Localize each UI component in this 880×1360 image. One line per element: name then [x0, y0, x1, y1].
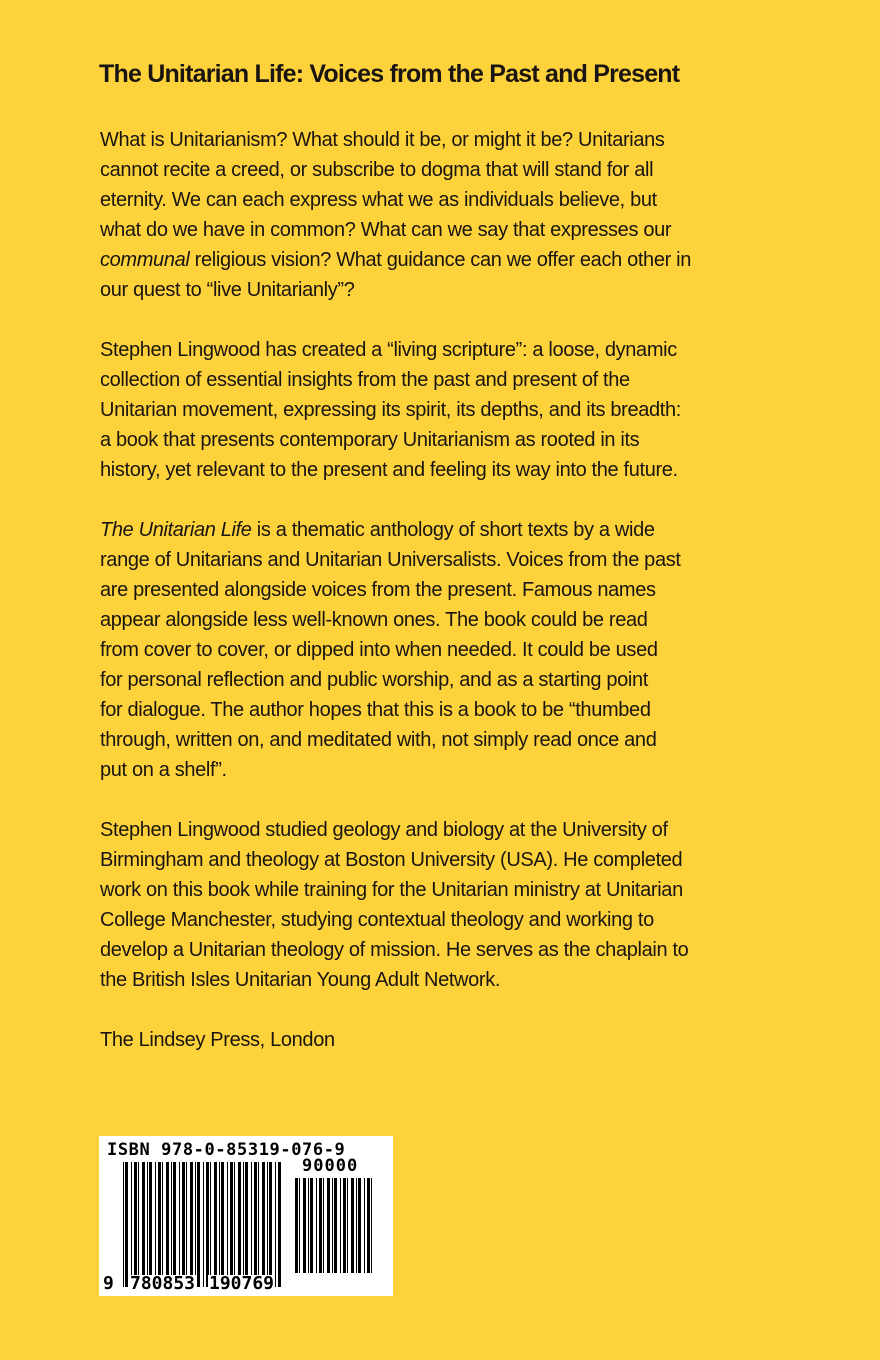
text-segment: appear alongside less well-known ones. The book could be read — [100, 609, 648, 631]
text-segment: Birmingham and theology at Boston University (USA). He completed — [100, 849, 683, 871]
text-segment: collection of essential insights from the past and present of the — [100, 369, 630, 391]
text-line — [100, 665, 691, 695]
text-line — [100, 395, 691, 425]
barcode-digit-first: 9 — [103, 1273, 114, 1294]
text-line — [100, 875, 691, 905]
barcode-addon-bars — [295, 1178, 375, 1273]
text-segment: our quest to “live Unitarianly”? — [100, 279, 355, 301]
text-segment: What is Unitarianism? What should it be, or might it be? Unitarians — [100, 129, 665, 151]
text-line — [100, 695, 691, 725]
text-segment: the British Isles Unitarian Young Adult Network. — [100, 969, 501, 991]
text-line — [100, 425, 691, 455]
paragraph — [100, 1025, 691, 1055]
text-line — [100, 755, 691, 785]
barcode-bar — [182, 1162, 185, 1287]
barcode-bar — [186, 1162, 187, 1287]
text-line — [100, 965, 691, 995]
barcode-bar — [308, 1178, 309, 1273]
text-segment: for dialogue. The author hopes that this is a book to be “thumbed — [100, 699, 651, 721]
text-segment: from cover to cover, or dipped into when needed. It could be used — [100, 639, 658, 661]
text-segment: is a thematic anthology of short texts by a wide — [251, 519, 655, 541]
barcode-bar — [125, 1162, 128, 1287]
barcode-bar — [190, 1162, 193, 1287]
barcode-bar — [269, 1162, 272, 1287]
barcode-bar — [158, 1162, 161, 1287]
barcode-bar — [131, 1162, 132, 1287]
barcode-bar — [221, 1162, 224, 1287]
barcode-bar — [303, 1178, 306, 1273]
text-line — [100, 845, 691, 875]
barcode-bar — [245, 1162, 248, 1287]
text-line — [100, 545, 691, 575]
barcode-bar — [316, 1178, 317, 1273]
text-segment: religious vision? What guidance can we offer each other in — [189, 249, 691, 271]
barcode-bar — [299, 1178, 300, 1273]
text-line — [100, 935, 691, 965]
italic-text: communal — [100, 249, 190, 271]
text-segment: range of Unitarians and Unitarian Universalists. Voices from the past — [100, 549, 681, 571]
barcode-bar — [319, 1178, 322, 1273]
text-line — [100, 275, 691, 305]
barcode-bar — [323, 1178, 324, 1273]
text-segment: work on this book while training for the Unitarian ministry at Unitarian — [100, 879, 683, 901]
text-segment: The Lindsey Press, London — [100, 1029, 335, 1051]
text-line — [100, 725, 691, 755]
barcode-bar — [243, 1162, 244, 1287]
book-title: The Unitarian Life: Voices from the Past and Present — [99, 60, 680, 88]
barcode-bar — [251, 1162, 252, 1287]
barcode-main-bars — [123, 1162, 282, 1287]
barcode-bar — [343, 1178, 346, 1273]
barcode-bar — [230, 1162, 233, 1287]
barcode-bar — [275, 1162, 276, 1287]
text-line — [100, 215, 691, 245]
barcode-bar — [327, 1178, 330, 1273]
barcode-bar — [138, 1162, 139, 1287]
barcode-bar — [155, 1162, 156, 1287]
text-line — [100, 905, 691, 935]
text-segment: develop a Unitarian theology of mission. He serves as the chaplain to — [100, 939, 689, 961]
paragraph — [100, 335, 691, 485]
barcode-bar — [364, 1178, 365, 1273]
text-segment: a book that presents contemporary Unitarianism as rooted in its — [100, 429, 640, 451]
text-line — [100, 515, 691, 545]
barcode-bar — [171, 1162, 172, 1287]
barcode-bar — [347, 1178, 348, 1273]
barcode-bar — [214, 1162, 217, 1287]
text-line — [100, 605, 691, 635]
text-segment: Stephen Lingwood studied geology and biology at the University of — [100, 819, 668, 841]
barcode-bar — [147, 1162, 148, 1287]
barcode-bar — [356, 1178, 357, 1273]
text-segment: put on a shelf”. — [100, 759, 227, 781]
barcode-bar — [340, 1178, 341, 1273]
barcode-bar — [142, 1162, 145, 1287]
text-line — [100, 455, 691, 485]
barcode-bar — [134, 1162, 137, 1287]
text-line — [100, 335, 691, 365]
barcode-bar — [173, 1162, 176, 1287]
barcode-bar — [258, 1162, 259, 1287]
text-segment: history, yet relevant to the present and feeling its way into the future. — [100, 459, 678, 481]
italic-text: The Unitarian Life — [100, 519, 252, 541]
barcode-bar — [351, 1178, 354, 1273]
barcode-bar — [367, 1178, 370, 1273]
barcode-bar — [254, 1162, 257, 1287]
isbn-addon-code: 90000 — [302, 1156, 359, 1176]
text-line — [100, 635, 691, 665]
barcode-bar — [123, 1162, 124, 1287]
text-segment: what do we have in common? What can we say that expresses our — [100, 219, 672, 241]
text-line — [100, 245, 691, 275]
barcode-bar — [195, 1162, 196, 1287]
text-segment: Unitarian movement, expressing its spirit, its depths, and its breadth: — [100, 399, 681, 421]
text-segment: College Manchester, studying contextual theology and working to — [100, 909, 654, 931]
text-segment: cannot recite a creed, or subscribe to dogma that will stand for all — [100, 159, 654, 181]
barcode-bar — [310, 1178, 313, 1273]
barcode-bar — [234, 1162, 235, 1287]
text-segment: eternity. We can each express what we as individuals believe, but — [100, 189, 657, 211]
barcode-bar — [179, 1162, 180, 1287]
text-line — [100, 1025, 691, 1055]
barcode-bar — [162, 1162, 163, 1287]
text-line — [100, 185, 691, 215]
text-line — [100, 155, 691, 185]
text-segment: Stephen Lingwood has created a “living scripture”: a loose, dynamic — [100, 339, 677, 361]
paragraph — [100, 125, 691, 305]
barcode-bar — [267, 1162, 268, 1287]
barcode-bar — [358, 1178, 361, 1273]
isbn-barcode — [99, 1136, 393, 1296]
text-segment: are presented alongside voices from the present. Famous names — [100, 579, 656, 601]
barcode-bar — [149, 1162, 152, 1287]
barcode-bar — [219, 1162, 220, 1287]
isbn-label: ISBN 978-0-85319-076-9 — [107, 1140, 346, 1160]
barcode-bar — [166, 1162, 169, 1287]
barcode-bar — [334, 1178, 337, 1273]
barcode-digits-left: 780853 — [130, 1273, 196, 1294]
barcode-bar — [295, 1178, 298, 1273]
barcode-bar — [332, 1178, 333, 1273]
barcode-bar — [197, 1162, 200, 1287]
text-line — [100, 815, 691, 845]
text-segment: for personal reflection and public worship, and as a starting point — [100, 669, 648, 691]
barcode-bar — [203, 1162, 204, 1287]
barcode-bar — [227, 1162, 228, 1287]
paragraph — [100, 515, 691, 785]
text-line — [100, 125, 691, 155]
barcode-bar — [262, 1162, 265, 1287]
barcode-bar — [238, 1162, 241, 1287]
barcode-bar — [206, 1162, 209, 1287]
text-segment: through, written on, and meditated with, not simply read once and — [100, 729, 657, 751]
text-line — [100, 365, 691, 395]
paragraph — [100, 815, 691, 995]
text-line — [100, 575, 691, 605]
barcode-digits-right: 190769 — [209, 1273, 275, 1294]
blurb-text — [100, 125, 691, 1085]
barcode-bar — [371, 1178, 372, 1273]
barcode-bar — [210, 1162, 211, 1287]
barcode-bar — [278, 1162, 281, 1287]
